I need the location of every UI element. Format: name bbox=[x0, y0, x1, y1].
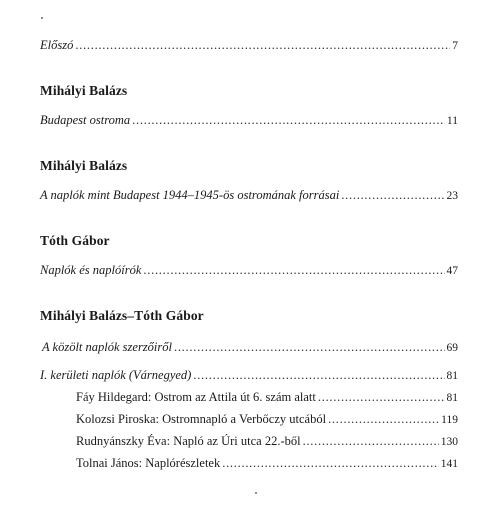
page-speck bbox=[41, 17, 43, 19]
dot-leader bbox=[132, 112, 445, 128]
toc-page-number: 81 bbox=[446, 392, 458, 404]
toc-page-number: 119 bbox=[441, 414, 458, 426]
toc-entry[interactable] bbox=[42, 339, 458, 356]
toc-entry-title: Budapest ostroma bbox=[40, 113, 131, 127]
toc-entry-title: A közölt naplók szerzőiről bbox=[42, 340, 172, 354]
toc-entry-title: Előszó bbox=[40, 38, 74, 52]
dot-leader bbox=[328, 411, 439, 427]
toc-page-number: 130 bbox=[440, 436, 458, 448]
toc-subentry[interactable] bbox=[76, 411, 458, 428]
toc-entry-title: I. kerületi naplók (Várnegyed) bbox=[40, 368, 192, 382]
author-heading: Mihályi Balázs bbox=[40, 83, 128, 98]
toc-entry-eloszo[interactable] bbox=[40, 37, 458, 54]
toc-page-number: 81 bbox=[446, 370, 458, 382]
toc-page-number: 11 bbox=[446, 115, 458, 127]
toc-entry[interactable] bbox=[40, 187, 458, 204]
dot-leader bbox=[75, 37, 450, 53]
toc-page-number: 47 bbox=[446, 265, 458, 277]
dot-leader bbox=[318, 389, 445, 405]
toc-page-number: 7 bbox=[452, 40, 458, 52]
dot-leader bbox=[341, 187, 444, 203]
dot-leader bbox=[193, 367, 444, 383]
toc-entry-section[interactable] bbox=[40, 367, 458, 384]
toc-page-number: 141 bbox=[440, 458, 458, 470]
toc-entry-title: Naplók és naplóírók bbox=[40, 263, 142, 277]
author-heading: Mihályi Balázs bbox=[40, 158, 128, 173]
toc-page-number: 23 bbox=[446, 190, 458, 202]
toc-subentry[interactable] bbox=[76, 389, 458, 406]
toc-entry-title: A naplók mint Budapest 1944–1945-ös ostromának forrásai bbox=[40, 188, 340, 202]
toc-subentry-title: Kolozsi Piroska: Ostromnapló a Verbőczy utcából bbox=[76, 412, 327, 426]
toc-entry[interactable] bbox=[40, 112, 458, 129]
toc-entry[interactable] bbox=[40, 262, 458, 279]
toc-page-number: 69 bbox=[446, 342, 458, 354]
author-heading: Mihályi Balázs–Tóth Gábor bbox=[40, 308, 204, 323]
dot-leader bbox=[143, 262, 444, 278]
author-heading: Tóth Gábor bbox=[40, 233, 110, 248]
toc-subentry-title: Fáy Hildegard: Ostrom az Attila út 6. szám alatt bbox=[76, 390, 316, 404]
dot-leader bbox=[303, 433, 439, 449]
toc-subentry[interactable] bbox=[76, 433, 458, 450]
dot-leader bbox=[174, 339, 445, 355]
dot-leader bbox=[222, 455, 439, 471]
toc-subentry-title: Rudnyánszky Éva: Napló az Úri utca 22.-ből bbox=[76, 434, 301, 448]
toc-subentry[interactable] bbox=[76, 455, 458, 472]
page-speck bbox=[255, 492, 257, 494]
toc-subentry-title: Tolnai János: Naplórészletek bbox=[76, 456, 221, 470]
